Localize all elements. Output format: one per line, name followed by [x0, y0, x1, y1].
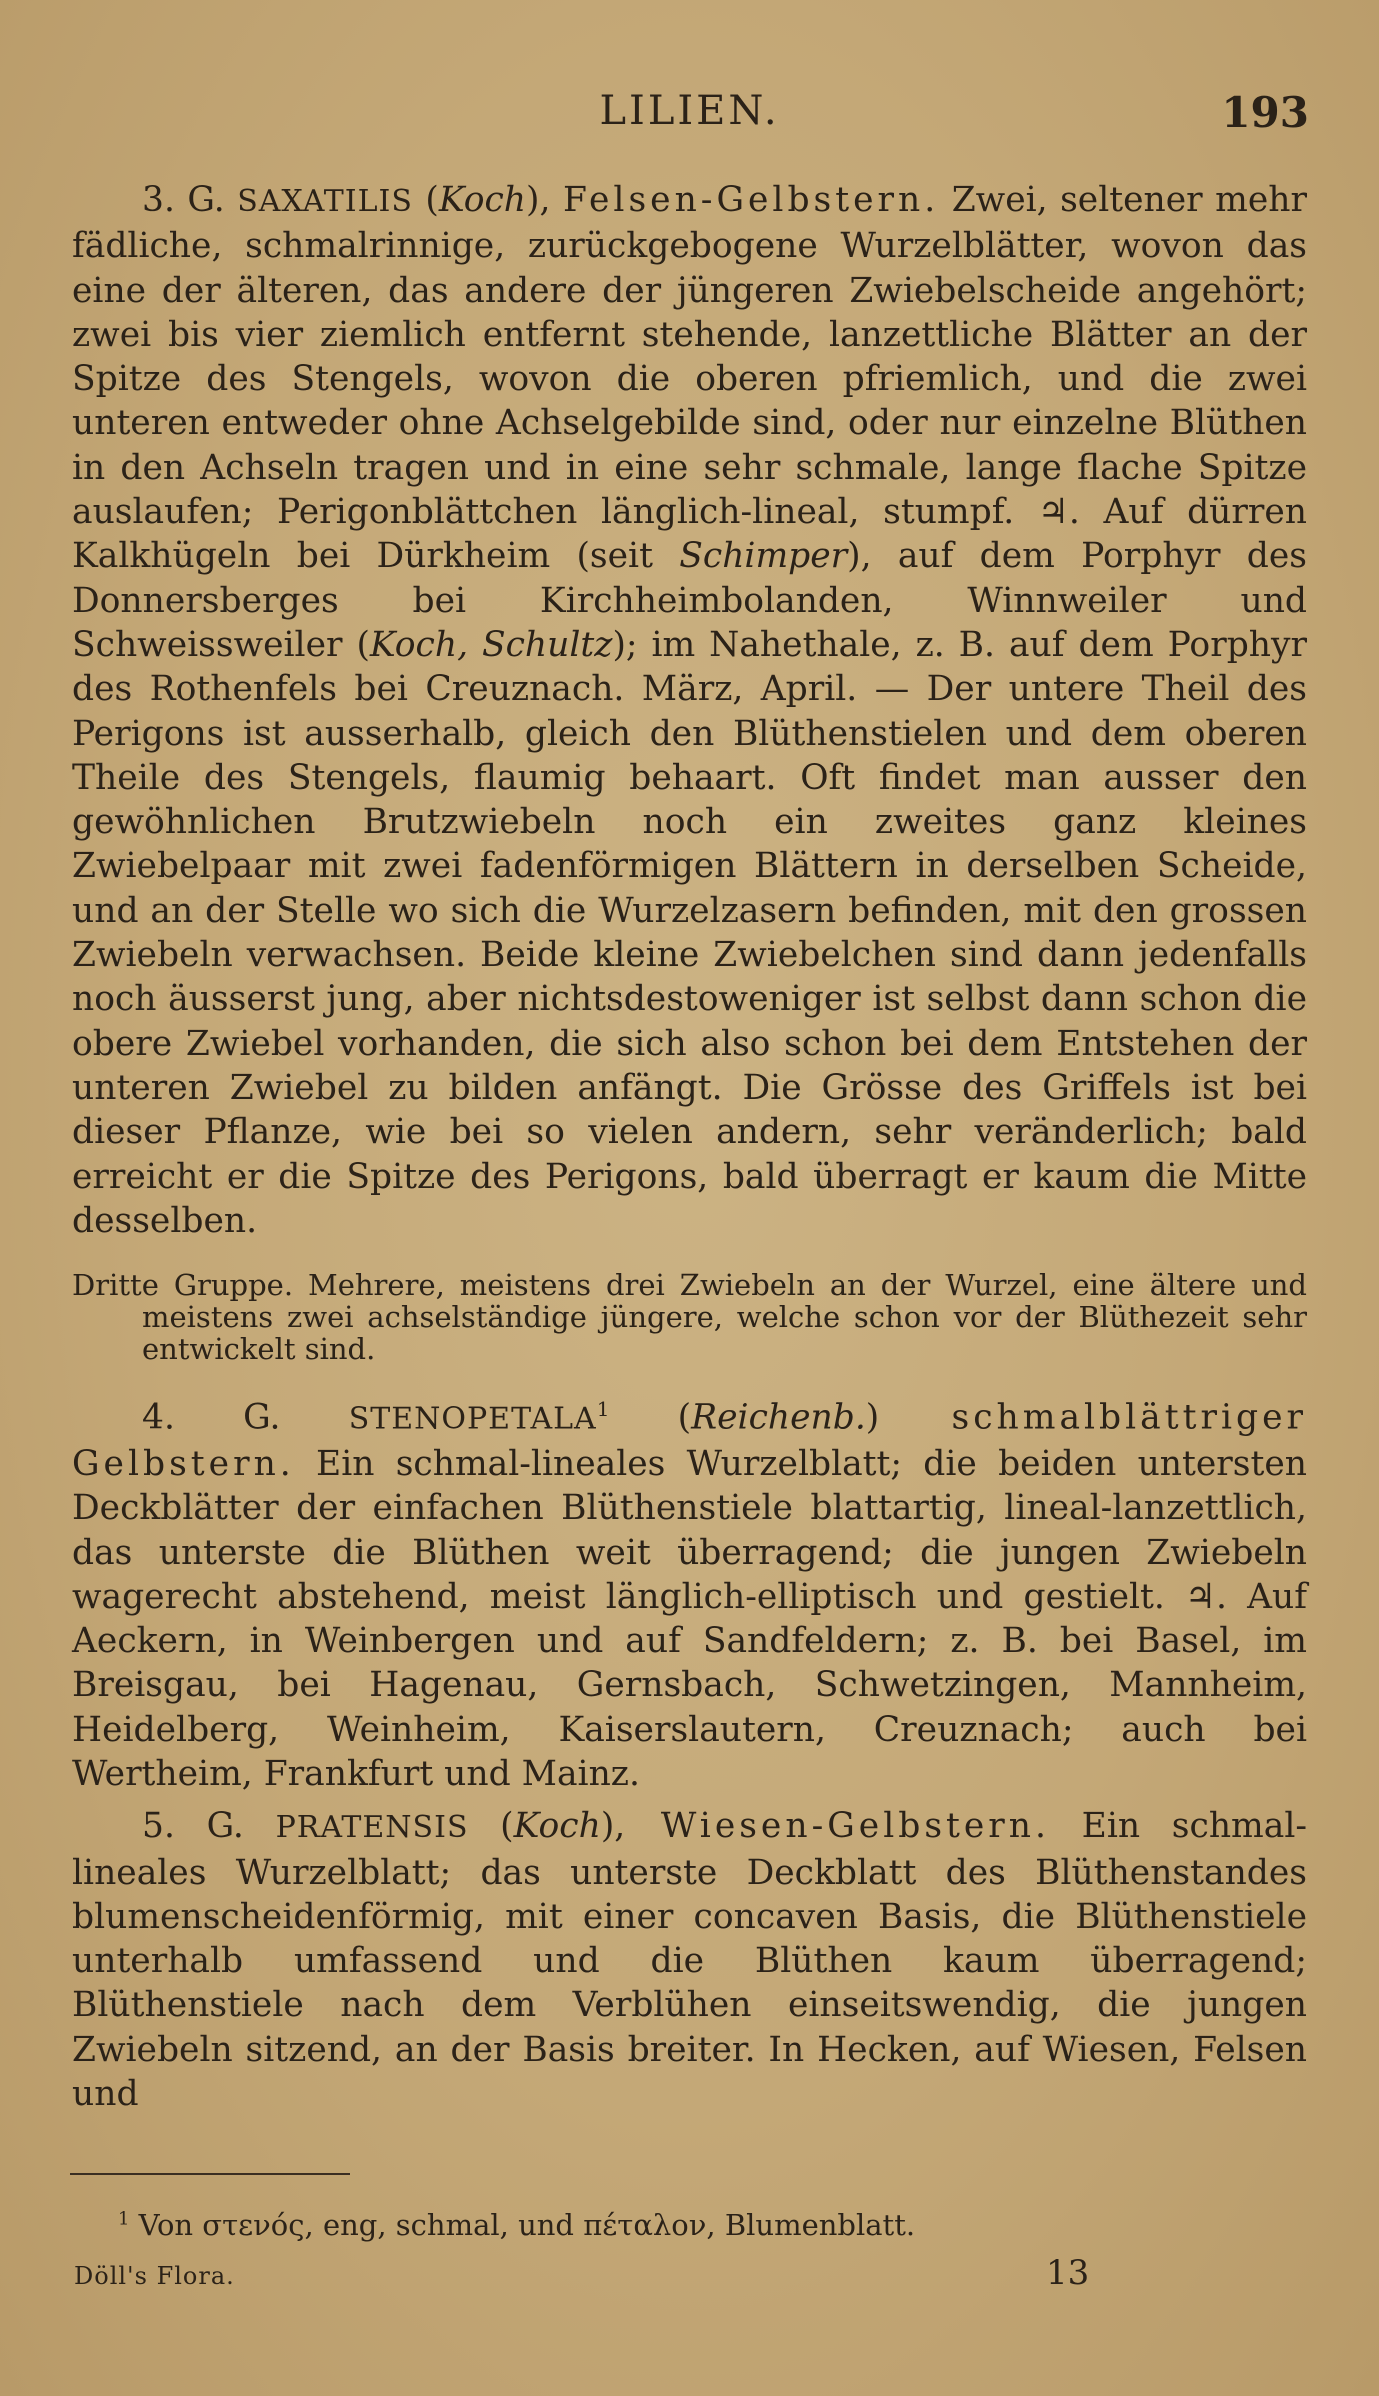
species-name: PRATENSIS: [275, 1810, 469, 1846]
author-koch-schultz: Koch, Schultz: [369, 624, 613, 665]
footnote-text: Von στενός, eng, schmal, und πέταλον, Blumenblatt.: [138, 2208, 916, 2242]
species-name: SAXATILIS: [237, 184, 413, 219]
author: Koch: [513, 1806, 601, 1847]
description-part-1: Zwei, seltener mehr fädliche, schmalrinnige, zurückgebogene Wurzelblätter, wovon das eine der älteren, das andere der jüngeren Zwiebelscheide angehört; zwei bis vier ziemlich entfernt stehende, lanzettliche Blätter an der Spitze des Stengels, wovon die oberen pfriemlich, und die zwei unteren entweder ohne Achselgebilde sind, oder nur einzelne Blüthen in den Achseln tragen und in eine sehr schmale, lange flache Spitze auslaufen; Perigonblättchen länglich-lineal, stumpf. ♃. Auf dürren Kalkhügeln bei Dürkheim (seit: [72, 180, 1307, 577]
signature-title: Döll's Flora.: [74, 2262, 235, 2290]
paren-close: ),: [526, 180, 551, 220]
species-entry-pratensis: [72, 1804, 1307, 2116]
entry-number: 4. G.: [142, 1397, 281, 1438]
description-part-2: ), auf dem Porphyr des Donnersberges bei Kirchheimbolanden, Winnweiler und Schweissweiler (: [72, 536, 1307, 665]
author: Reichenb.: [691, 1397, 866, 1438]
species-entry-stenopetala: [72, 1387, 1307, 1796]
common-name: Wiesen-Gelbstern.: [625, 1806, 1050, 1847]
page-title: LILIEN.: [599, 88, 780, 134]
footnote: [118, 2208, 915, 2242]
group-heading: Dritte Gruppe. Mehrere, meistens drei Zwiebeln an der Wurzel, eine ältere und meistens zwei achselständige jüngere, welche schon vor der Blüthezeit sehr entwickelt sind.: [72, 1268, 1307, 1367]
species-name: STENOPETALA: [348, 1401, 597, 1437]
entry-number: 3. G.: [142, 180, 225, 220]
paren-open: (: [468, 1806, 514, 1847]
footnote-rule: [70, 2173, 350, 2175]
paren-open: (: [609, 1397, 692, 1438]
common-name: Felsen-Gelbstern.: [562, 180, 940, 220]
signature-number: 13: [1046, 2253, 1090, 2293]
entry-number: 5. G.: [142, 1806, 244, 1847]
description-part-3: ); im Nahethale, z. B. auf dem Porphyr des Rothenfels bei Creuznach. März, April. — Der untere Theil des Perigons ist ausserhalb, gleich den Blüthenstielen und dem oberen Theile des Stengels, flaumig behaart. Oft findet man ausser den gewöhnlichen Brutzwiebeln noch ein zweites ganz kleines Zwiebelpaar mit zwei fadenförmigen Blättern in derselben Scheide, und an der Stelle wo sich die Wurzelzasern befinden, mit den grossen Zwiebeln verwachsen. Beide kleine Zwiebelchen sind dann jedenfalls noch äusserst jung, aber nichtsdestoweniger ist selbst dann schon die obere Zwiebel vorhanden, die sich also schon bei dem Entstehen der unteren Zwiebel zu bilden anfängt. Die Grösse des Griffels ist bei dieser Pflanze, wie bei so vielen andern, sehr veränderlich; bald erreicht er die Spitze des Perigons, bald überragt er kaum die Mitte desselben.: [72, 624, 1307, 1241]
paren-open: (: [412, 180, 439, 220]
common-name: schmalblättriger Gelbstern.: [72, 1397, 1307, 1484]
author: Koch: [438, 180, 527, 220]
running-head: [70, 88, 1309, 148]
paren-close: ): [865, 1397, 880, 1438]
paren-close: ),: [600, 1806, 626, 1847]
author-schimper: Schimper: [679, 536, 848, 577]
species-entry-saxatilis: [72, 178, 1307, 1243]
body-text: [72, 178, 1307, 2116]
description: Ein schmal-lineales Wurzelblatt; die beiden untersten Deckblätter der einfachen Blüthenstiele blattartig, lineal-lanzettlich, das unterste die Blüthen weit überragend; die jungen Zwiebeln wagerecht abstehend, meist länglich-elliptisch und gestielt. ♃. Auf Aeckern, in Weinbergen und auf Sandfeldern; z. B. bei Basel, im Breisgau, bei Hagenau, Gernsbach, Schwetzingen, Mannheim, Heidelberg, Weinheim, Kaiserslautern, Creuznach; auch bei Wertheim, Frankfurt und Mainz.: [72, 1443, 1307, 1794]
footnote-ref: 1: [596, 1397, 610, 1422]
description: Ein schmal-lineales Wurzelblatt; das unterste Deckblatt des Blüthenstandes blumenscheidenförmig, mit einer concaven Basis, die Blüthenstiele unterhalb umfassend und die Blüthen kaum überragend; Blüthenstiele nach dem Verblühen einseitswendig, die jungen Zwiebeln sitzend, an der Basis breiter. In Hecken, auf Wiesen, Felsen und: [72, 1806, 1308, 2115]
footnote-mark: 1: [118, 2208, 130, 2230]
page-number: 193: [1221, 88, 1309, 137]
